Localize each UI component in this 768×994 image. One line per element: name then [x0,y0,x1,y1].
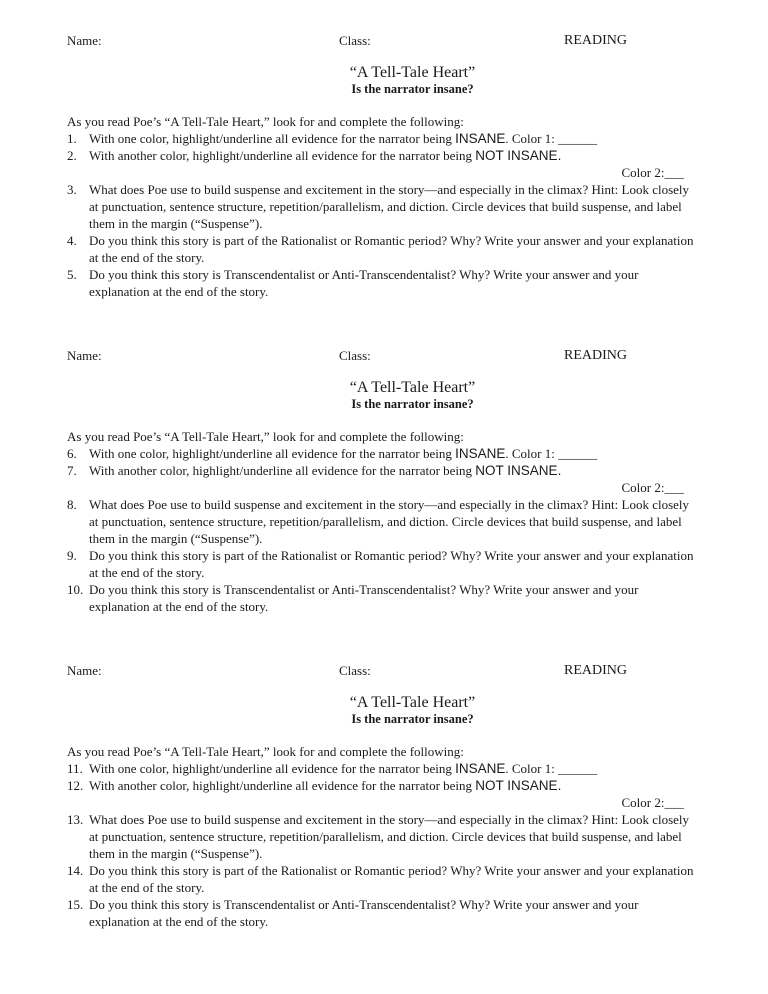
worksheet-subtitle: Is the narrator insane? [351,82,474,96]
item-keyword: INSANE [455,131,506,146]
item-number: 11. [67,761,83,776]
color-2-blank: Color 2:___ [621,480,684,495]
item-text: With one color, highlight/underline all evidence for the narrator being [89,446,456,461]
item-text-after: . Color 1: ______ [505,761,598,776]
list-item [67,547,701,581]
item-text: Do you think this story is Transcendentalist or Anti-Transcendentalist? Why? Write your answer and your explanation at the end of the story. [89,897,639,929]
class-label: Class: [339,33,371,48]
name-label: Name: [67,348,102,363]
item-keyword: NOT INSANE [475,148,558,163]
reading-label: READING [564,663,627,678]
list-item [67,445,701,462]
class-label: Class: [339,348,371,363]
item-keyword: NOT INSANE [475,778,558,793]
item-number: 12. [67,778,84,793]
item-text: With one color, highlight/underline all evidence for the narrator being [89,761,456,776]
item-text: Do you think this story is Transcendentalist or Anti-Transcendentalist? Why? Write your answer and your explanation at the end of the story. [89,582,639,614]
item-keyword: INSANE [455,761,506,776]
item-number: 7. [67,463,77,478]
list-item [67,181,701,232]
item-number: 10. [67,582,84,597]
worksheet-title: “A Tell-Tale Heart” [349,694,476,711]
item-number: 15. [67,897,84,912]
instruction-list [67,445,701,615]
item-text: What does Poe use to build suspense and excitement in the story—and especially in the climax? Hint: Look closely at punctuation, sentence structure, repetition/parallelism, and diction. Circle devices that build suspense, and label them in the margin (“Suspense”). [89,182,690,231]
item-number: 6. [67,446,77,461]
item-keyword: INSANE [455,446,506,461]
list-item [67,130,701,147]
item-number: 13. [67,812,84,827]
item-text-after: . [557,148,562,163]
item-text: What does Poe use to build suspense and excitement in the story—and especially in the climax? Hint: Look closely at punctuation, sentence structure, repetition/parallelism, and diction. Circle devices that build suspense, and label them in the margin (“Suspense”). [89,812,690,861]
worksheet-intro: As you read Poe’s “A Tell-Tale Heart,” look for and complete the following: [67,114,464,129]
list-item [67,462,701,496]
worksheet-header [67,33,701,51]
item-text: With another color, highlight/underline all evidence for the narrator being [89,778,476,793]
item-text-after: . [557,778,562,793]
list-item [67,862,701,896]
item-text: Do you think this story is part of the Rationalist or Romantic period? Why? Write your answer and your explanation at the end of the story. [89,548,694,580]
worksheet-subtitle: Is the narrator insane? [351,397,474,411]
item-number: 5. [67,267,77,282]
worksheet-subtitle: Is the narrator insane? [351,712,474,726]
item-text: With another color, highlight/underline all evidence for the narrator being [89,463,476,478]
worksheet-intro: As you read Poe’s “A Tell-Tale Heart,” look for and complete the following: [67,429,464,444]
item-text-after: . [557,463,562,478]
list-item [67,896,701,930]
list-item [67,581,701,615]
item-text: With one color, highlight/underline all evidence for the narrator being [89,131,456,146]
list-item [67,760,701,777]
item-number: 4. [67,233,77,248]
item-number: 3. [67,182,77,197]
worksheet-title: “A Tell-Tale Heart” [349,64,476,81]
worksheet-header [67,663,701,681]
item-keyword: NOT INSANE [475,463,558,478]
item-number: 8. [67,497,77,512]
worksheet-section-1 [67,33,701,300]
name-label: Name: [67,33,102,48]
item-text: Do you think this story is Transcendentalist or Anti-Transcendentalist? Why? Write your answer and your explanation at the end of the story. [89,267,639,299]
item-number: 14. [67,863,84,878]
item-text: Do you think this story is part of the Rationalist or Romantic period? Why? Write your answer and your explanation at the end of the story. [89,863,694,895]
list-item [67,811,701,862]
list-item [67,777,701,811]
list-item [67,496,701,547]
item-text-after: . Color 1: ______ [505,446,598,461]
item-number: 1. [67,131,77,146]
item-number: 2. [67,148,77,163]
color-2-blank: Color 2:___ [621,165,684,180]
color-2-blank: Color 2:___ [621,795,684,810]
worksheet-intro: As you read Poe’s “A Tell-Tale Heart,” look for and complete the following: [67,744,464,759]
worksheet-section-3 [67,663,701,930]
item-text: Do you think this story is part of the Rationalist or Romantic period? Why? Write your answer and your explanation at the end of the story. [89,233,694,265]
worksheet-header [67,348,701,366]
item-text: What does Poe use to build suspense and excitement in the story—and especially in the climax? Hint: Look closely at punctuation, sentence structure, repetition/parallelism, and diction. Circle devices that build suspense, and label them in the margin (“Suspense”). [89,497,690,546]
list-item [67,266,701,300]
reading-label: READING [564,33,627,48]
item-text: With another color, highlight/underline all evidence for the narrator being [89,148,476,163]
item-number: 9. [67,548,77,563]
instruction-list [67,130,701,300]
item-text-after: . Color 1: ______ [505,131,598,146]
class-label: Class: [339,663,371,678]
worksheet-section-2 [67,348,701,615]
worksheet-title: “A Tell-Tale Heart” [349,379,476,396]
instruction-list [67,760,701,930]
list-item [67,232,701,266]
reading-label: READING [564,348,627,363]
list-item [67,147,701,181]
name-label: Name: [67,663,102,678]
